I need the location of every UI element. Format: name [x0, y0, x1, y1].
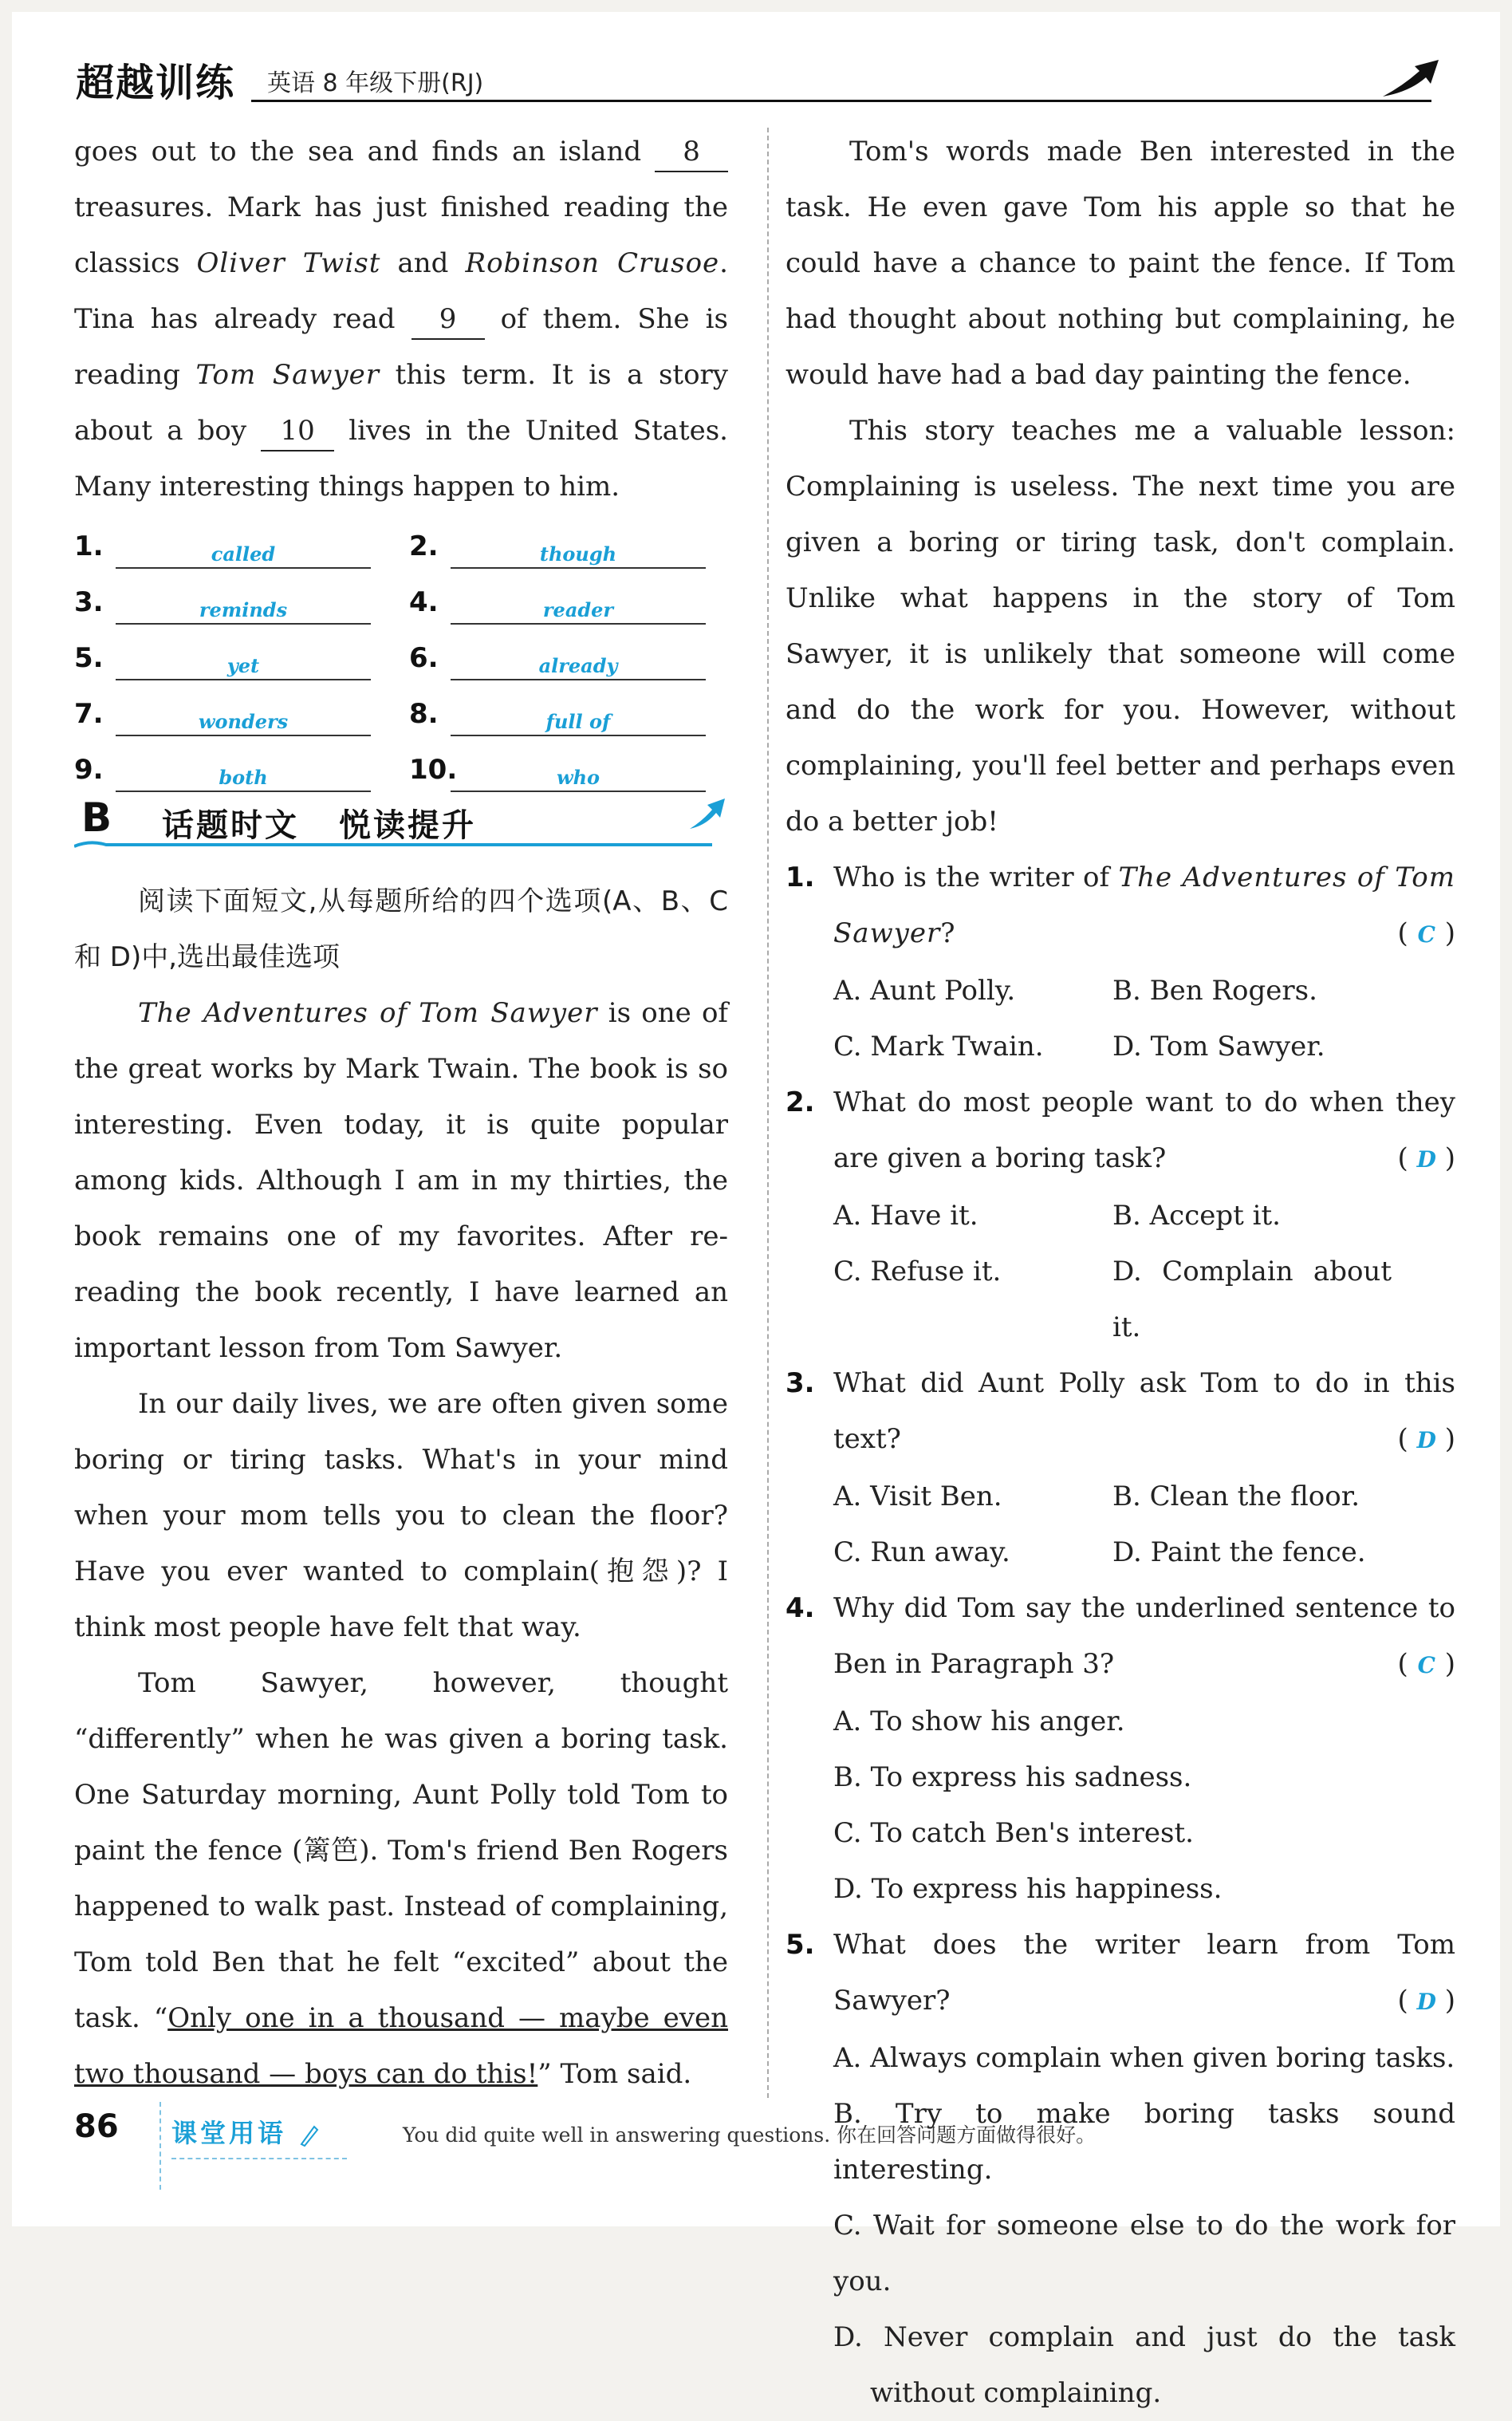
passage-paragraph-3 — [74, 1655, 728, 2102]
answer-bracket: ( D ) — [1397, 1130, 1455, 1188]
question-stem-row — [786, 1917, 1455, 2030]
answer-value: wonders — [116, 710, 371, 736]
text-run: ? — [940, 917, 955, 949]
text-run: treasures. Mark has just finished reading the classics — [74, 191, 728, 279]
question-number: 5. — [786, 1929, 815, 1961]
text-run: is one of the great works by Mark Twain. The book is so interesting. Even today, it is quite popular among kids. Although I am in my thirties, the book remains one of my favorites. After re-reading the book recently, I have learned an important lesson from Tom Sawyer. — [74, 997, 729, 1364]
answer-bracket: ( D ) — [1397, 1973, 1455, 2030]
book-title: Tom Sawyer — [195, 359, 380, 391]
option: B. Accept it. — [1112, 1200, 1281, 1232]
answer-item — [74, 586, 409, 625]
answer-bracket: ( C ) — [1397, 905, 1455, 963]
blank-9: 9 — [411, 300, 485, 340]
answer-number: 7. — [74, 698, 104, 730]
options — [786, 963, 1455, 1074]
option: A. To show his anger. — [833, 1705, 1125, 1737]
option: B. To express his sadness. — [833, 1761, 1192, 1793]
question-stem — [833, 850, 1455, 963]
answer-row — [74, 736, 744, 792]
text-run: What did Aunt Polly ask Tom to do in this text? — [833, 1367, 1455, 1455]
answer-item — [409, 754, 744, 792]
right-column — [786, 124, 1455, 2421]
answer-value: reminds — [116, 598, 371, 625]
text-run: lives in the United States. Many interesting things happen to him. — [74, 415, 728, 503]
answer-number: 5. — [74, 642, 104, 674]
option: C. Wait for someone else to do the work for you. — [833, 2210, 1455, 2297]
question-stem — [833, 1917, 1455, 2030]
left-column — [74, 124, 728, 515]
section-title — [162, 800, 476, 846]
text-run: goes out to the sea and finds an island — [74, 136, 642, 168]
answer-item — [409, 642, 744, 680]
book-title: Oliver Twist — [196, 247, 381, 279]
blank-8: 8 — [655, 132, 728, 172]
footer-label — [171, 2113, 319, 2150]
question-3 — [786, 1355, 1455, 1580]
text-run: Why did Tom say the underlined sentence to Ben in Paragraph 3? — [833, 1592, 1455, 1680]
answer-number: 6. — [409, 642, 439, 674]
answer-value: who — [451, 766, 706, 792]
passage-left — [74, 873, 728, 2102]
answer-value: though — [451, 542, 706, 569]
swoosh-arrow-icon — [688, 795, 728, 832]
passage-paragraph-5: This story teaches me a valuable lesson: Complaining is useless. The next time you are given a boring or tiring task, don't complain. Unlike what happens in the story of Tom Sawyer, it is unlikely that someone will come and do the work for you. However, without complaining, you'll feel better and perhaps even do a better job! — [786, 415, 1455, 838]
text-run: ” Tom said. — [537, 2058, 692, 2090]
options — [786, 1469, 1455, 1580]
option: D. Never complain and just do the task without complaining. — [833, 2321, 1455, 2409]
answer-letter: D — [1416, 1427, 1436, 1453]
book-subtitle: 英语 8 年级下册(RJ) — [267, 69, 484, 97]
answer-item — [74, 642, 409, 680]
answer-value: reader — [451, 598, 706, 625]
answer-value: called — [116, 542, 371, 569]
header-rule — [251, 100, 1431, 102]
passage-paragraph-4: Tom's words made Ben interested in the task. He even gave Tom his apple so that he could have a chance to paint the fence. If Tom had thought about nothing but complaining, he would have had a bad day painting the fence. — [786, 136, 1455, 391]
page — [12, 12, 1500, 2409]
pen-icon — [298, 2123, 319, 2147]
question-stem-row — [786, 1355, 1455, 1469]
answer-row — [74, 513, 744, 569]
answer-row — [74, 569, 744, 625]
answer-value: already — [451, 654, 706, 680]
text-run: Tom Sawyer, however, thought “differently” when he was given a boring task. One Saturday morning, Aunt Polly told Tom to paint the fence (篱笆). Tom's friend Ben Rogers happened to walk past. Instead of complaining, Tom told Ben that he felt “excited” about the task. “ — [74, 1667, 728, 2034]
option: B. Try to make boring tasks sound interesting. — [833, 2098, 1455, 2186]
answer-item — [409, 586, 744, 625]
answer-number: 4. — [409, 586, 439, 618]
answer-number: 9. — [74, 754, 104, 786]
blank-10: 10 — [261, 412, 334, 451]
answer-bracket: ( D ) — [1397, 1411, 1455, 1469]
options — [786, 1188, 1455, 1355]
question-number: 2. — [786, 1086, 815, 1118]
answer-bracket: ( C ) — [1397, 1636, 1455, 1694]
text-run: What does the writer learn from Tom Sawyer? — [833, 1929, 1455, 2017]
question-5 — [786, 1917, 1455, 2421]
option: A. Visit Ben. — [833, 1481, 1002, 1512]
answer-grid — [74, 513, 744, 792]
option: C. To catch Ben's interest. — [833, 1817, 1194, 1849]
option: C. Refuse it. — [833, 1256, 1002, 1287]
answer-letter: D — [1416, 1146, 1436, 1173]
section-title-part: 话题时文 — [162, 807, 299, 844]
question-stem-row — [786, 850, 1455, 963]
passage-paragraph-2: In our daily lives, we are often given some boring or tiring tasks. What's in your mind when your mom tells you to clean the floor? Have you ever wanted to complain(抱怨)? I think most people have felt that way. — [74, 1388, 728, 1643]
swoosh-arrow-icon — [1380, 53, 1443, 101]
question-2 — [786, 1074, 1455, 1355]
book-title: The Adventures of Tom Sawyer — [833, 862, 1456, 949]
answer-value: both — [116, 766, 371, 792]
option: C. Run away. — [833, 1536, 1010, 1568]
classroom-phrase: You did quite well in answering questions. 你在回答问题方面做得很好。 — [403, 2123, 1097, 2147]
column-divider — [767, 128, 769, 2098]
question-number: 3. — [786, 1367, 815, 1399]
answer-letter: C — [1417, 1652, 1435, 1678]
footer-label-rule — [171, 2158, 347, 2159]
section-title-part: 悦读提升 — [339, 807, 476, 844]
question-stem — [833, 1074, 1455, 1188]
answer-number: 1. — [74, 530, 104, 562]
text-run: Who is the writer of — [833, 862, 1110, 893]
instruction: 阅读下面短文,从每题所给的四个选项(A、B、C 和 D)中,选出最佳选项 — [74, 885, 728, 973]
option: A. Always complain when given boring tasks. — [833, 2042, 1455, 2074]
section-b-heading — [74, 794, 728, 858]
option: D. To express his happiness. — [833, 1873, 1223, 1905]
answer-letter: D — [1416, 1989, 1436, 2015]
option: B. Ben Rogers. — [1112, 975, 1317, 1007]
option: A. Aunt Polly. — [833, 975, 1016, 1007]
answer-number: 2. — [409, 530, 439, 562]
text-run: of them. She is reading — [74, 303, 728, 391]
question-4 — [786, 1580, 1455, 1917]
question-number: 1. — [786, 862, 815, 893]
answer-letter: C — [1417, 921, 1435, 948]
text-run: and — [397, 247, 449, 279]
option: B. Clean the floor. — [1112, 1481, 1360, 1512]
page-number: 86 — [74, 2108, 119, 2145]
passage-paragraph-1 — [74, 985, 728, 1376]
answer-item — [409, 530, 744, 569]
question-number: 4. — [786, 1592, 815, 1624]
answer-value: full of — [451, 710, 706, 736]
text-run: . Tina has already read — [74, 247, 728, 335]
footer-label-text: 课堂用语 — [171, 2118, 287, 2148]
answer-row — [74, 680, 744, 736]
answer-number: 10. — [409, 754, 458, 786]
answer-item — [409, 698, 744, 736]
option: D. Paint the fence. — [1112, 1536, 1366, 1568]
text-run: What do most people want to do when they are given a boring task? — [833, 1086, 1455, 1174]
question-stem-row — [786, 1580, 1455, 1694]
footer-divider — [159, 2102, 161, 2190]
question-1 — [786, 850, 1455, 1074]
question-stem — [833, 1355, 1455, 1469]
option: A. Have it. — [833, 1200, 978, 1232]
answer-item — [74, 698, 409, 736]
answer-item — [74, 754, 409, 792]
options — [786, 2030, 1455, 2421]
answer-number: 3. — [74, 586, 104, 618]
continuation-paragraph — [74, 124, 728, 515]
options — [786, 1694, 1455, 1917]
text-run: this term. It is a story about a boy — [74, 359, 728, 447]
section-badge: B — [81, 795, 112, 841]
underlined-sentence: Only one in a thousand — maybe even two thousand — boys can do this! — [74, 2002, 728, 2090]
brand-title: 超越训练 — [76, 61, 236, 105]
answer-value: yet — [116, 654, 371, 680]
answer-item — [74, 530, 409, 569]
option: C. Mark Twain. — [833, 1031, 1044, 1063]
question-stem — [833, 1580, 1455, 1694]
option: D. Tom Sawyer. — [1112, 1031, 1325, 1063]
answer-number: 8. — [409, 698, 439, 730]
option: D. Complain about it. — [1112, 1256, 1392, 1343]
answer-row — [74, 625, 744, 680]
question-stem-row — [786, 1074, 1455, 1188]
book-title: The Adventures of Tom Sawyer — [138, 997, 598, 1029]
book-title: Robinson Crusoe — [465, 247, 720, 279]
